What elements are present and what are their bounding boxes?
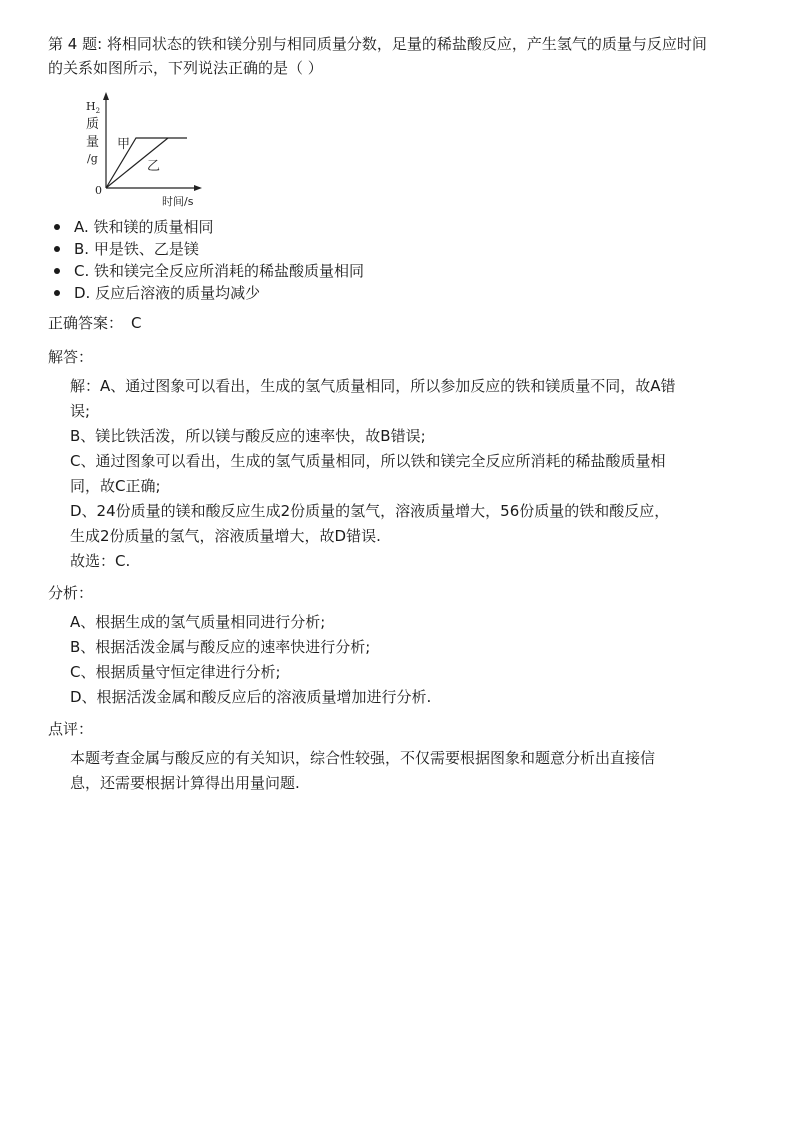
analysis-line: B、根据活泼金属与酸反应的速率快进行分析; <box>70 638 371 656</box>
reaction-graph <box>86 90 246 208</box>
y-label-zhi: 质 <box>86 117 100 132</box>
option-d[interactable]: D. 反应后溶液的质量均减少 <box>74 282 764 304</box>
solution-line: C、通过图象可以看出，生成的氢气质量相同，所以铁和镁完全反应所消耗的稀盐酸质量相 同，故C正确; <box>70 452 666 495</box>
analysis-line: C、根据质量守恒定律进行分析; <box>70 663 281 681</box>
option-b[interactable]: B. 甲是铁、乙是镁 <box>74 238 764 260</box>
y-label-unit: /g <box>87 152 98 165</box>
solution-block <box>70 374 764 574</box>
solution-label: 解答： <box>48 348 94 366</box>
option-a[interactable]: A. 铁和镁的质量相同 <box>74 216 764 238</box>
analysis-block <box>70 610 764 710</box>
reaction-graph-svg <box>86 90 246 208</box>
option-list <box>48 216 764 304</box>
comment-label: 点评： <box>48 720 94 738</box>
solution-line: D、24份质量的镁和酸反应生成2份质量的氢气，溶液质量增大，56份质量的铁和酸反应， 生成2份质量的氢气，溶液质量增大，故D错误. <box>70 502 670 545</box>
option-c[interactable]: C. 铁和镁完全反应所消耗的稀盐酸质量相同 <box>74 260 764 282</box>
answer-row <box>48 310 764 336</box>
solution-line: 故选：C. <box>70 552 131 570</box>
series-jia-label: 甲 <box>117 137 131 152</box>
origin-label: 0 <box>95 184 102 197</box>
x-axis-label: 时间/s <box>162 195 194 208</box>
solution-line: B、镁比铁活泼，所以镁与酸反应的速率快，故B错误; <box>70 427 426 445</box>
question-page <box>48 32 764 796</box>
comment-text: 本题考查金属与酸反应的有关知识，综合性较强，不仅需要根据图象和题意分析出直接信 息，还需要根据计算得出用量问题. <box>70 749 656 792</box>
y-label-h: $H_2$ <box>86 100 101 115</box>
question-text: 第 4 题: 将相同状态的铁和镁分别与相同质量分数，足量的稀盐酸反应，产生氢气的质量与反应时间 的关系如图所示，下列说法正确的是（ ） <box>48 35 707 77</box>
answer-label: 正确答案： <box>48 314 124 332</box>
answer-value: C <box>131 314 142 332</box>
y-label-liang: 量 <box>86 135 100 150</box>
series-yi-label: 乙 <box>147 159 161 174</box>
solution-line: 解：A、通过图象可以看出，生成的氢气质量相同，所以参加反应的铁和镁质量不同，故A错 误; <box>70 377 676 420</box>
analysis-label: 分析： <box>48 584 94 602</box>
comment-block <box>70 746 764 796</box>
x-axis-arrow <box>194 185 202 191</box>
analysis-line: A、根据生成的氢气质量相同进行分析; <box>70 613 326 631</box>
analysis-line: D、根据活泼金属和酸反应后的溶液质量增加进行分析. <box>70 688 432 706</box>
y-axis-arrow <box>103 92 109 100</box>
